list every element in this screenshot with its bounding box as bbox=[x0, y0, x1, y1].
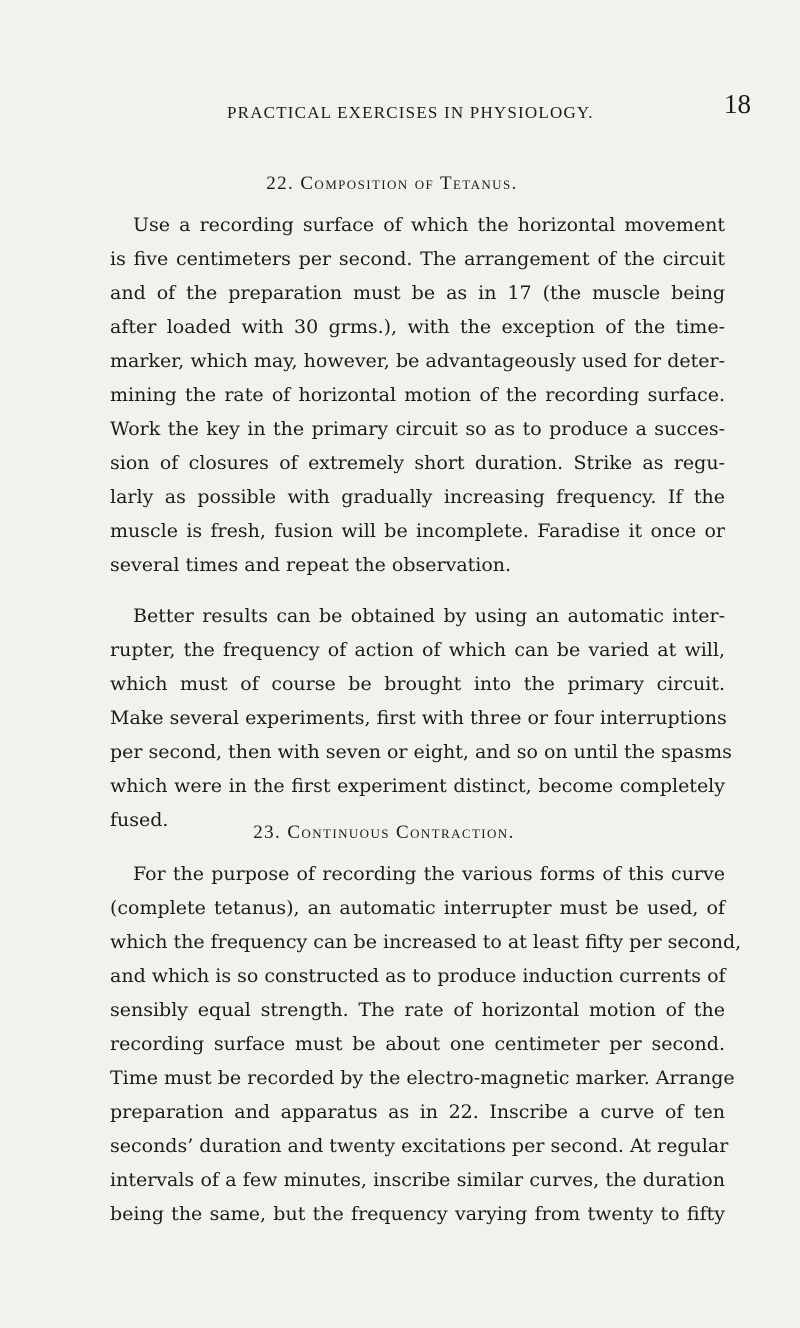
text-line: per second, then with seven or eight, and so on until the spasms bbox=[110, 741, 732, 763]
text-line: For the purpose of recording the various forms of this curve bbox=[133, 863, 725, 885]
text-line: preparation and apparatus as in 22. Inscribe a curve of ten bbox=[110, 1101, 725, 1123]
section-heading-23 bbox=[0, 822, 784, 844]
text-line: fused. bbox=[110, 809, 169, 831]
text-line: Time must be recorded by the electro-magnetic marker. Arrange bbox=[110, 1067, 735, 1089]
text-line: which the frequency can be increased to at least fifty per second, bbox=[110, 931, 742, 953]
text-line: Use a recording surface of which the horizontal movement bbox=[133, 214, 725, 236]
text-line: sion of closures of extremely short duration. Strike as regu- bbox=[110, 452, 725, 474]
text-line: muscle is fresh, fusion will be incomplete. Faradise it once or bbox=[110, 520, 725, 542]
text-line: Make several experiments, first with three or four interruptions bbox=[110, 707, 727, 729]
text-line: and of the preparation must be as in 17 (the muscle being bbox=[110, 282, 725, 304]
page-number: 18 bbox=[724, 89, 751, 119]
text-line: which were in the first experiment distinct, become completely bbox=[110, 775, 725, 797]
text-line: (complete tetanus), an automatic interrupter must be used, of bbox=[110, 897, 725, 919]
text-line: Better results can be obtained by using an automatic inter- bbox=[133, 605, 725, 627]
text-line: sensibly equal strength. The rate of horizontal motion of the bbox=[110, 999, 725, 1021]
text-line: recording surface must be about one centimeter per second. bbox=[110, 1033, 725, 1055]
text-line: several times and repeat the observation. bbox=[110, 554, 512, 576]
text-line: mining the rate of horizontal motion of the recording surface. bbox=[110, 384, 725, 406]
section-title: Continuous Contraction. bbox=[287, 822, 515, 843]
text-line: intervals of a few minutes, inscribe similar curves, the duration bbox=[110, 1169, 725, 1191]
paragraph bbox=[110, 208, 725, 582]
text-line: Work the key in the primary circuit so as to produce a succes- bbox=[110, 418, 725, 440]
text-line: larly as possible with gradually increasing frequency. If the bbox=[110, 486, 725, 508]
text-line: rupter, the frequency of action of which can be varied at will, bbox=[110, 639, 725, 661]
running-header: PRACTICAL EXERCISES IN PHYSIOLOGY. bbox=[227, 103, 594, 122]
text-line: marker, which may, however, be advantageously used for deter- bbox=[110, 350, 725, 372]
text-line: seconds’ duration and twenty excitations per second. At regular bbox=[110, 1135, 729, 1157]
section-number: 22. bbox=[266, 173, 295, 194]
paragraph bbox=[110, 599, 732, 837]
text-line: being the same, but the frequency varying from twenty to fifty bbox=[110, 1203, 725, 1225]
section-number: 23. bbox=[253, 822, 282, 843]
section-title: Composition of Tetanus. bbox=[300, 173, 518, 194]
paragraph bbox=[110, 857, 742, 1231]
text-line: which must of course be brought into the primary circuit. bbox=[110, 673, 725, 695]
text-line: after loaded with 30 grms.), with the exception of the time- bbox=[110, 316, 725, 338]
text-line: and which is so constructed as to produce induction currents of bbox=[110, 965, 726, 987]
text-line: is five centimeters per second. The arrangement of the circuit bbox=[110, 248, 725, 270]
section-heading-22 bbox=[0, 173, 792, 195]
